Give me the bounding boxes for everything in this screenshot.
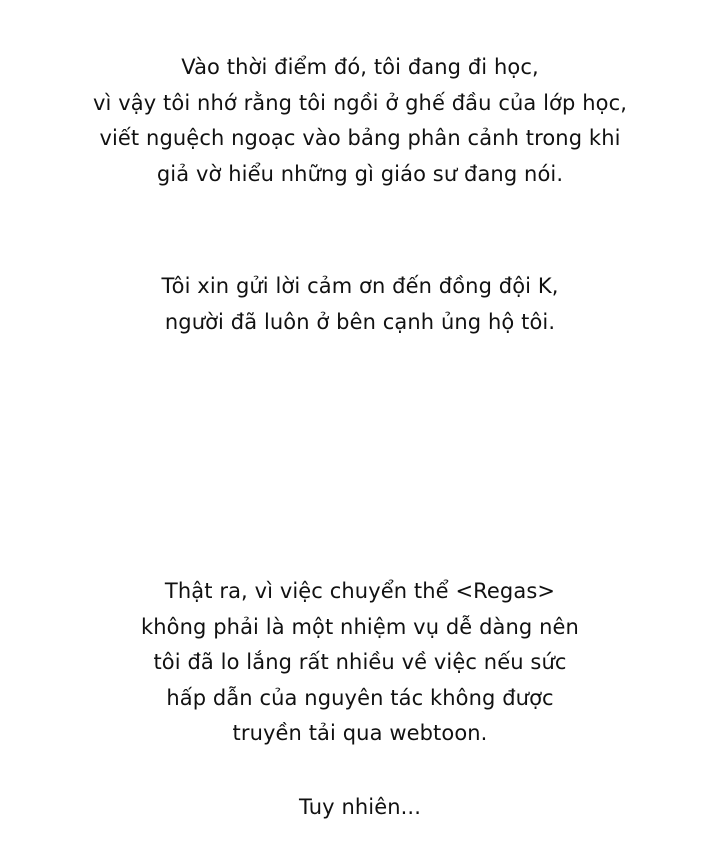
text-line: vì vậy tôi nhớ rằng tôi ngồi ở ghế đầu của lớp học,	[93, 90, 627, 115]
paragraph-thanks	[0, 269, 720, 340]
text-line: người đã luôn ở bên cạnh ủng hộ tôi.	[164, 309, 556, 334]
text-line: giả vờ hiểu những gì giáo sư đang nói.	[156, 161, 564, 186]
text-line: truyền tải qua webtoon.	[232, 721, 488, 745]
paragraph-adaptation-worry	[0, 574, 720, 752]
text-line: hấp dẫn của nguyên tác không được	[166, 685, 554, 710]
text-line: Vào thời điểm đó, tôi đang đi học,	[181, 55, 539, 79]
text-line: viết nguệch ngoạc vào bảng phân cảnh trong khi	[99, 126, 621, 150]
paragraph-school-memory	[0, 50, 720, 192]
text-line: không phải là một nhiệm vụ dễ dàng nên	[141, 614, 579, 639]
text-line: Tôi xin gửi lời cảm ơn đến đồng đội K,	[161, 274, 559, 298]
paragraph-however	[0, 790, 720, 826]
text-line: Thật ra, vì việc chuyển thể <Regas>	[164, 579, 556, 603]
text-line: tôi đã lo lắng rất nhiều về việc nếu sức	[153, 650, 567, 674]
text-line: Tuy nhiên...	[299, 795, 421, 819]
